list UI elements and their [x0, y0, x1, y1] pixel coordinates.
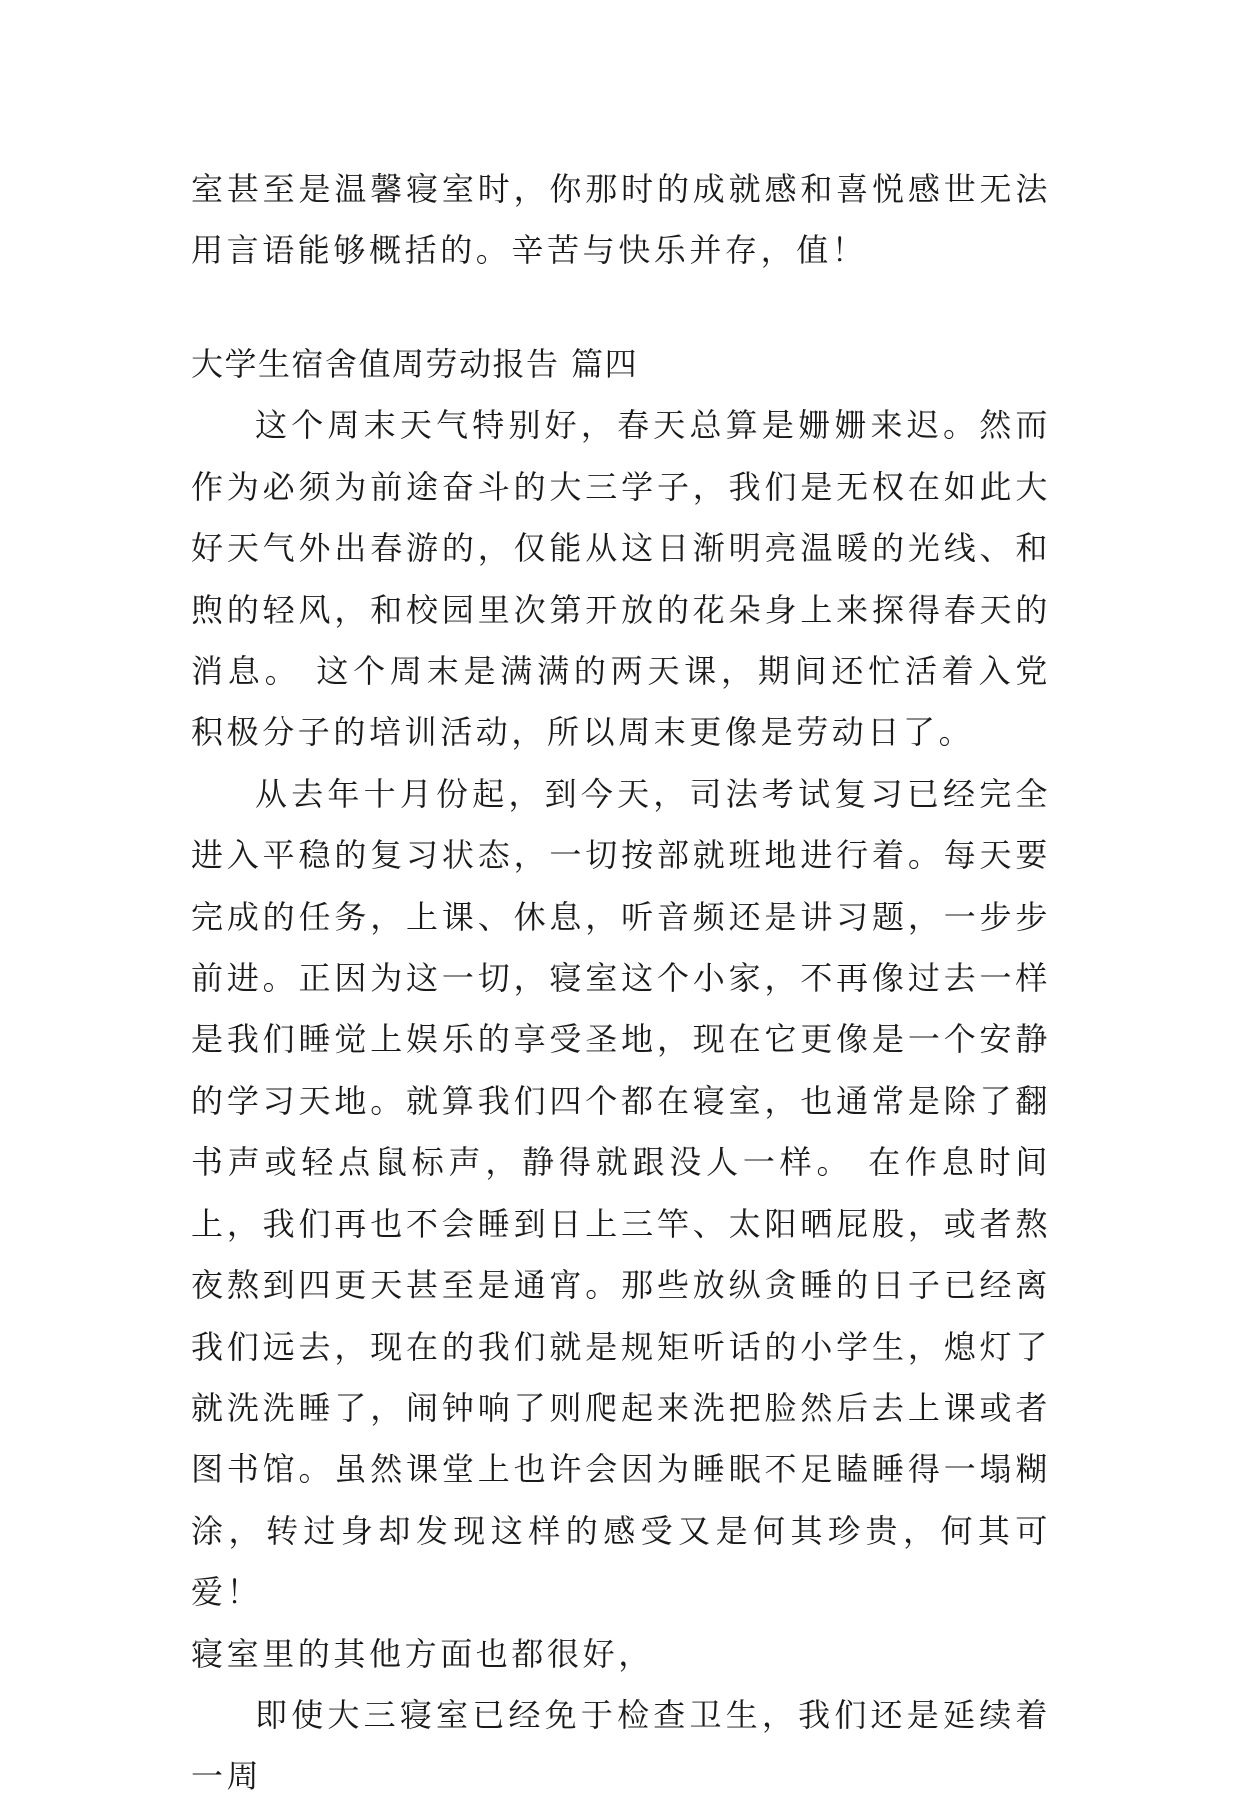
body-paragraph: 这个周末天气特别好，春天总算是姗姗来迟。然而作为必须为前途奋斗的大三学子，我们是无权在如此大好天气外出春游的，仅能从这日渐明亮温暖的光线、和煦的轻风，和校园里次第开放的花朵身上来探得春天的消息。 这个周末是满满的两天课，期间还忙活着入党积极分子的培训活动，所以周末更像是劳动日了。	[191, 406, 1051, 752]
body-paragraph: 即使大三寝室已经免于检查卫生，我们还是延续着一周	[191, 1695, 1051, 1796]
body-paragraph: 寝室里的其他方面也都很好，	[191, 1634, 654, 1673]
continuation-text-block	[191, 159, 1051, 282]
section-heading: 大学生宿舍值周劳动报告 篇四	[191, 345, 639, 383]
continuation-paragraph: 室甚至是温馨寝室时，你那时的成就感和喜悦感世无法用言语能够概括的。辛苦与快乐并存，值！	[191, 170, 1051, 270]
report-section	[191, 334, 1051, 1808]
body-paragraph: 从去年十月份起，到今天，司法考试复习已经完全进入平稳的复习状态，一切按部就班地进行着。每天要完成的任务，上课、休息，听音频还是讲习题，一步步前进。正因为这一切，寝室这个小家，不再像过去一样是我们睡觉上娱乐的享受圣地，现在它更像是一个安静的学习天地。就算我们四个都在寝室，也通常是除了翻书声或轻点鼠标声，静得就跟没人一样。 在作息时间上，我们再也不会睡到日上三竿、太阳晒屁股，或者熬夜熬到四更天甚至是通宵。那些放纵贪睡的日子已经离我们远去，现在的我们就是规矩听话的小学生，熄灯了就洗洗睡了，闹钟响了则爬起来洗把脸然后去上课或者图书馆。虽然课堂上也许会因为睡眠不足瞌睡得一塌糊涂，转过身却发现这样的感受又是何其珍贵，何其可爱！	[191, 774, 1051, 1612]
